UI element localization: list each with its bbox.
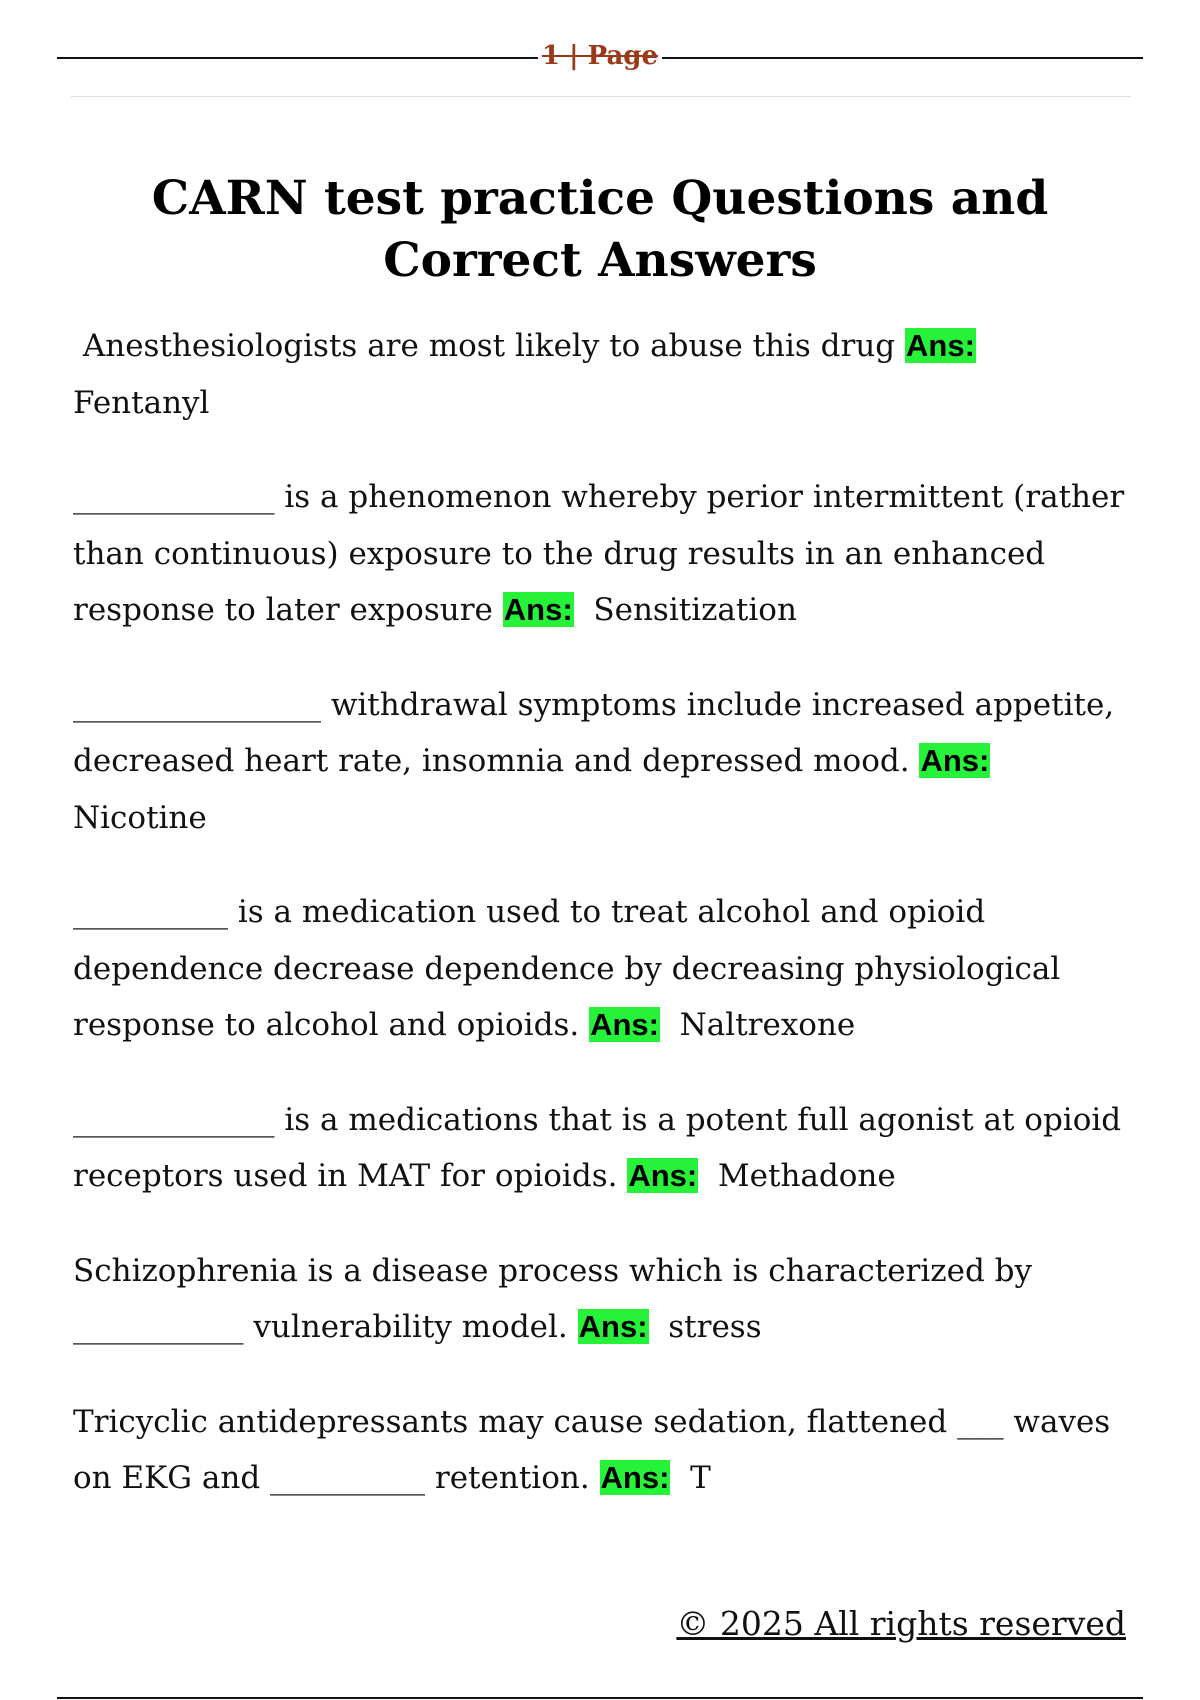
question-text: _____________ is a phenomenon whereby perior intermittent (rather than continuous) exposure to the drug results in an enhanced response to later exposure — [73, 479, 1125, 628]
answer-text: Sensitization — [593, 592, 797, 628]
answer-text: Nicotine — [73, 799, 207, 836]
question-item — [73, 469, 1138, 639]
answer-text: Naltrexone — [679, 1007, 856, 1043]
answer-text: T — [690, 1460, 711, 1496]
question-item — [73, 318, 1138, 431]
question-item — [73, 677, 1138, 847]
question-text: Anesthesiologists are most likely to abuse this drug — [82, 328, 896, 364]
question-item — [73, 1394, 1138, 1507]
question-text: __________ is a medication used to treat alcohol and opioid dependence decrease dependence by decreasing physiological response to alcohol and opioids. — [73, 894, 1061, 1043]
question-text: Tricyclic antidepressants may cause sedation, flattened ___ waves on EKG and __________ retention. — [73, 1403, 1111, 1496]
answer-text: Fentanyl — [73, 384, 210, 421]
question-item — [73, 884, 1138, 1054]
answer-label: Ans: — [578, 1309, 648, 1344]
answer-label: Ans: — [600, 1460, 670, 1495]
answer-label: Ans: — [906, 328, 975, 363]
question-item — [73, 1243, 1138, 1356]
footer-line — [57, 1697, 1143, 1699]
header-divider — [71, 96, 1131, 97]
answer-label: Ans: — [920, 743, 990, 778]
document-title: CARN test practice Questions and Correct Answers — [151, 171, 1049, 288]
question-text: ________________ withdrawal symptoms include increased appetite, decreased heart rate, insomnia and depressed mood. — [73, 686, 1115, 779]
page-number-label: 1 | Page — [538, 41, 662, 71]
answer-text: stress — [668, 1309, 762, 1345]
question-list — [73, 318, 1138, 1545]
answer-label: Ans: — [628, 1158, 698, 1193]
answer-label: Ans: — [590, 1007, 659, 1042]
page-number — [0, 38, 1200, 74]
question-text: _____________ is a medications that is a potent full agonist at opioid receptors used in MAT for opioids. — [73, 1101, 1122, 1194]
answer-label: Ans: — [503, 592, 573, 627]
question-item — [73, 1092, 1138, 1205]
answer-text: Methadone — [717, 1158, 896, 1194]
question-text: Schizophrenia is a disease process which is characterized by ___________ vulnerability model. — [73, 1252, 1033, 1345]
copyright-notice: © 2025 All rights reserved — [676, 1604, 1126, 1643]
